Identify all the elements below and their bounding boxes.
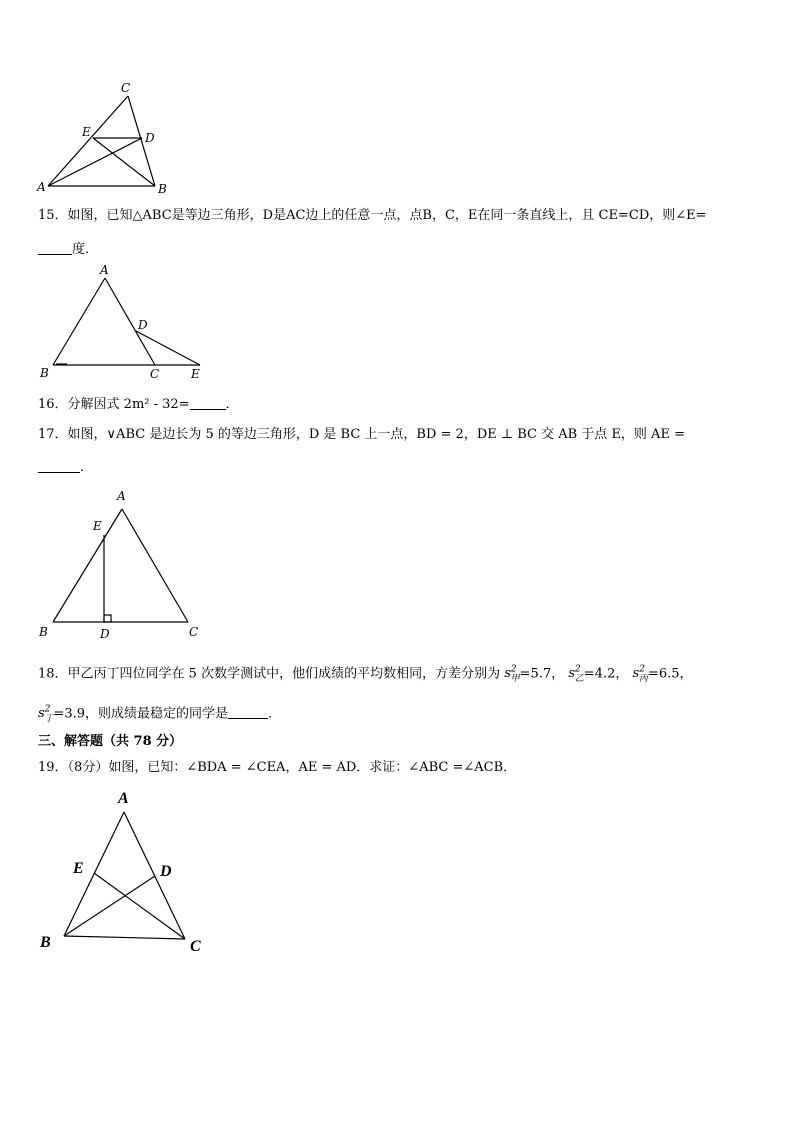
q17-label-d: D (100, 627, 110, 641)
question-17-number: 17． (38, 427, 68, 442)
q19-label-a: A (118, 790, 129, 807)
variance-yi-value: =4.2， (583, 666, 629, 682)
question-17-line2 (38, 459, 93, 476)
variance-bing-value: =6.5， (647, 666, 693, 682)
label-b: B (158, 182, 167, 196)
question-16-text: 分解因式 2m² - 32= (67, 397, 190, 412)
question-18-line2 (38, 702, 281, 727)
variance-yi-symbol: $s^2_乙$ (568, 665, 584, 684)
section-heading: 三、解答题（共 78 分） (38, 734, 183, 749)
question-17-text: 如图，∨ABC 是边长为 5 的等边三角形，D 是 BC 上一点，BD = 2，DE ⊥ BC 交 AB 于点 E，则 AE = (67, 427, 685, 442)
variance-jia-value: =5.7， (519, 666, 565, 682)
question-15-line2 (38, 241, 98, 258)
label-e: E (82, 125, 91, 139)
answer-blank-15[interactable] (38, 241, 72, 255)
q17-label-e: E (93, 519, 102, 533)
label-d: D (145, 131, 155, 145)
question-19-number: 19． (38, 760, 68, 775)
question-16 (38, 396, 239, 413)
q19-label-e: E (73, 860, 84, 877)
variance-jia-symbol: $s^2_甲$ (504, 665, 520, 684)
q15-label-b: B (40, 366, 49, 380)
variance-ding-value: =3.9，则成绩最稳定的同学是 (53, 706, 228, 722)
question-18-tail: ． (268, 706, 282, 722)
q15-label-c: C (150, 367, 160, 381)
answer-blank-16[interactable] (190, 396, 226, 410)
q17-label-a: A (117, 489, 126, 503)
question-18-text: 甲乙丙丁四位同学在 5 次数学测试中，他们成绩的平均数相同，方差分别为 (67, 666, 501, 682)
answer-blank-18[interactable] (228, 705, 268, 719)
q17-label-c: C (189, 625, 199, 639)
question-17-line1 (38, 427, 685, 443)
q17-label-b: B (39, 625, 48, 639)
label-a: A (37, 180, 46, 194)
q19-label-d: D (160, 863, 172, 880)
q15-label-a: A (100, 263, 109, 277)
question-15-tail: 度． (72, 242, 99, 257)
question-16-tail: ． (225, 397, 239, 412)
q15-label-d: D (138, 318, 148, 332)
question-16-number: 16． (38, 397, 68, 412)
q19-label-b: B (40, 934, 51, 951)
variance-ding-symbol: $s^2_丁$ (38, 705, 54, 724)
question-15-text: 如图，已知△ABC是等边三角形，D是AC边上的任意一点，点B，C，E在同一条直线上，且 CE=CD，则∠E= (67, 208, 707, 223)
question-18-line1 (38, 662, 693, 687)
question-17-tail: ． (80, 460, 94, 475)
q15-label-e: E (191, 367, 200, 381)
label-c: C (121, 81, 131, 95)
q19-label-c: C (190, 938, 201, 955)
question-18-number: 18． (38, 666, 68, 682)
variance-bing-symbol: $s^2_丙$ (632, 665, 648, 684)
question-15-number: 15． (38, 208, 68, 223)
question-19-text: （8分）如图，已知：∠BDA = ∠CEA，AE = AD．求证：∠ABC =∠ACB． (67, 760, 517, 775)
question-19 (38, 760, 516, 776)
answer-blank-17[interactable] (38, 459, 80, 473)
question-15-line1 (38, 208, 707, 224)
